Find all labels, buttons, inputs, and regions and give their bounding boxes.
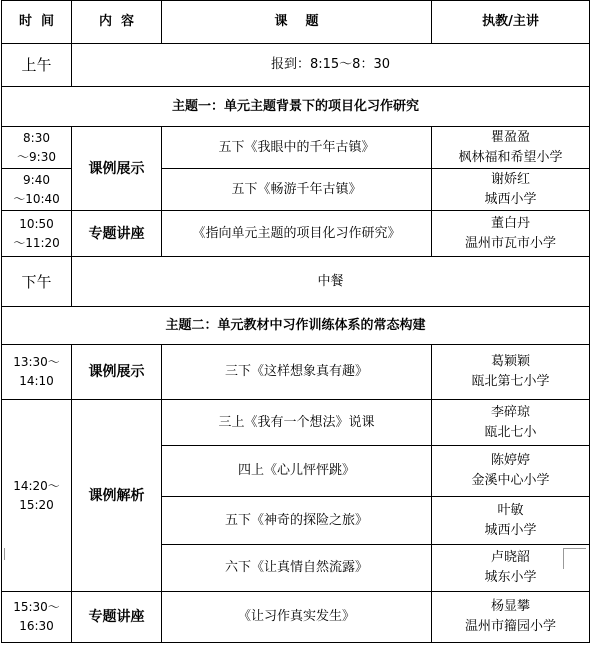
table-row bbox=[2, 127, 590, 169]
corner-mark-right bbox=[563, 548, 586, 569]
topic-cell: 五下《神奇的探险之旅》 bbox=[162, 497, 432, 545]
time-cell bbox=[2, 169, 72, 211]
teacher-cell bbox=[432, 169, 590, 211]
teacher-name: 叶敏 bbox=[497, 502, 524, 518]
morning-label: 上午 bbox=[2, 44, 72, 87]
theme2-title: 主题二：单元教材中习作训练体系的常态构建 bbox=[2, 307, 590, 345]
topic-cell: 六下《让真情自然流露》 bbox=[162, 545, 432, 592]
corner-mark-left bbox=[4, 548, 17, 560]
teacher-cell bbox=[432, 497, 590, 545]
table-row bbox=[2, 211, 590, 257]
teacher-cell bbox=[432, 345, 590, 400]
header-time: 时 间 bbox=[2, 1, 72, 44]
time-end: ～10:40 bbox=[13, 191, 60, 206]
topic-cell: 《指向单元主题的项目化习作研究》 bbox=[162, 211, 432, 257]
table-row bbox=[2, 400, 590, 446]
morning-registration-row bbox=[2, 44, 590, 87]
time-end: 16:30 bbox=[19, 619, 54, 633]
table-row bbox=[2, 592, 590, 643]
time-start: 14:20～ bbox=[13, 478, 60, 493]
header-row bbox=[2, 1, 590, 44]
theme1-row bbox=[2, 87, 590, 127]
teacher-school: 金溪中心小学 bbox=[471, 473, 550, 488]
time-start: 9:40 bbox=[23, 172, 50, 187]
teacher-school: 枫林福和希望小学 bbox=[458, 149, 563, 165]
teacher-name: 李碎琼 bbox=[490, 404, 530, 420]
header-teacher: 执教/主讲 bbox=[432, 1, 590, 44]
teacher-school: 温州市籀园小学 bbox=[464, 619, 556, 634]
teacher-name: 董白丹 bbox=[490, 215, 530, 231]
type-lecture: 专题讲座 bbox=[72, 592, 162, 643]
teacher-name: 杨显攀 bbox=[490, 599, 530, 614]
type-case-display: 课例展示 bbox=[72, 127, 162, 211]
topic-cell: 五下《畅游千年古镇》 bbox=[162, 169, 432, 211]
teacher-school: 瓯北七小 bbox=[484, 424, 537, 440]
header-topic: 课 题 bbox=[162, 1, 432, 44]
type-lecture: 专题讲座 bbox=[72, 211, 162, 257]
header-content: 内 容 bbox=[72, 1, 162, 44]
type-case-display: 课例展示 bbox=[72, 345, 162, 400]
teacher-cell bbox=[432, 211, 590, 257]
time-end: 15:20 bbox=[19, 497, 54, 512]
time-start: 15:30～ bbox=[13, 600, 60, 614]
topic-cell: 四上《心儿怦怦跳》 bbox=[162, 446, 432, 497]
teacher-school: 城东小学 bbox=[484, 570, 537, 585]
afternoon-lunch-row bbox=[2, 257, 590, 307]
topic-cell: 三上《我有一个想法》说课 bbox=[162, 400, 432, 446]
lunch-text: 中餐 bbox=[72, 257, 590, 307]
table-row bbox=[2, 345, 590, 400]
afternoon-label: 下午 bbox=[2, 257, 72, 307]
time-end: ～11:20 bbox=[13, 235, 60, 250]
time-start: 13:30～ bbox=[13, 355, 60, 369]
teacher-cell bbox=[432, 127, 590, 169]
type-case-analysis: 课例解析 bbox=[72, 400, 162, 592]
time-cell bbox=[2, 345, 72, 400]
time-end: ～9:30 bbox=[17, 149, 56, 164]
topic-cell: 《让习作真实发生》 bbox=[162, 592, 432, 643]
teacher-school: 城西小学 bbox=[484, 191, 537, 207]
teacher-cell bbox=[432, 446, 590, 497]
teacher-school: 温州市瓦市小学 bbox=[464, 235, 556, 251]
teacher-name: 瞿盈盈 bbox=[490, 129, 530, 145]
time-cell bbox=[2, 211, 72, 257]
teacher-school: 城西小学 bbox=[484, 522, 537, 538]
time-end: 14:10 bbox=[19, 374, 54, 388]
topic-cell: 三下《这样想象真有趣》 bbox=[162, 345, 432, 400]
schedule-table bbox=[1, 0, 590, 643]
topic-cell: 五下《我眼中的千年古镇》 bbox=[162, 127, 432, 169]
teacher-name: 卢晓韶 bbox=[490, 550, 530, 565]
theme2-row bbox=[2, 307, 590, 345]
registration-text: 报到：8:15～8：30 bbox=[72, 44, 590, 87]
teacher-school: 瓯北第七小学 bbox=[471, 374, 550, 389]
time-cell bbox=[2, 592, 72, 643]
theme1-title: 主题一：单元主题背景下的项目化习作研究 bbox=[2, 87, 590, 127]
teacher-name: 葛颖颖 bbox=[490, 354, 530, 369]
teacher-cell bbox=[432, 592, 590, 643]
teacher-cell bbox=[432, 400, 590, 446]
time-cell bbox=[2, 127, 72, 169]
time-start: 10:50 bbox=[19, 216, 54, 231]
teacher-name: 谢娇红 bbox=[490, 171, 530, 187]
teacher-name: 陈婷婷 bbox=[490, 453, 530, 468]
time-start: 8:30 bbox=[23, 130, 50, 145]
time-cell bbox=[2, 400, 72, 592]
